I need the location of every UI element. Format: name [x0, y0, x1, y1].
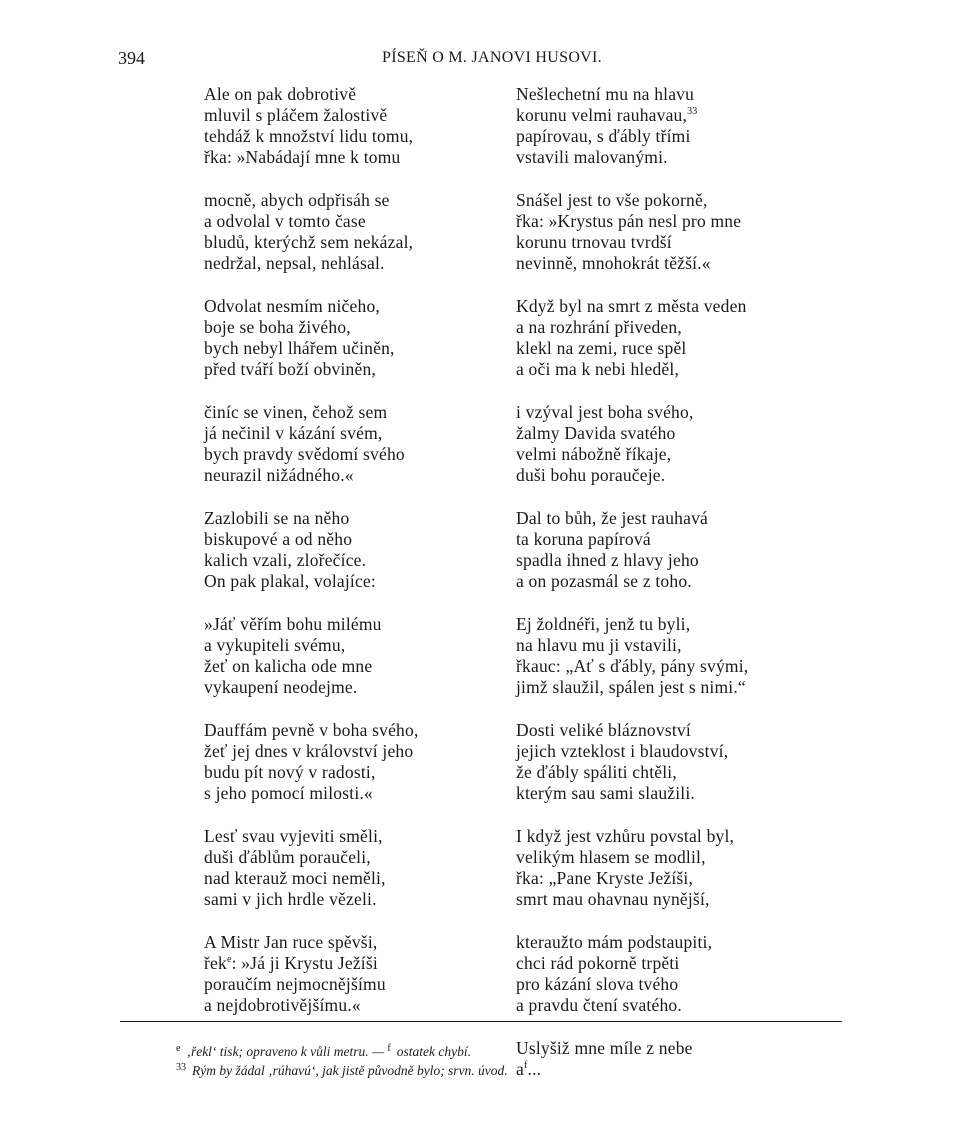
verse-line — [204, 317, 534, 338]
verse-line — [516, 338, 846, 359]
verse-line — [516, 211, 846, 232]
verse-line — [516, 953, 846, 974]
stanza — [516, 614, 846, 698]
verse-text: řka: »Krystus pán nesl pro mne — [516, 211, 742, 231]
verse-text: mocně, abych odpřisáh se — [204, 190, 390, 210]
verse-text: budu pít nový v radosti, — [204, 762, 376, 782]
stanza — [516, 932, 846, 1016]
verse-text: a — [516, 1059, 524, 1079]
footnote-ref: f — [523, 1060, 528, 1072]
verse-line — [516, 635, 846, 656]
stanza — [516, 1038, 846, 1080]
verse-text: že ďábly spáliti chtěli, — [516, 762, 677, 782]
verse-line — [204, 847, 534, 868]
verse-line — [204, 635, 534, 656]
verse-text: na hlavu mu ji vstavili, — [516, 635, 682, 655]
verse-line — [516, 550, 846, 571]
stanza — [516, 720, 846, 804]
verse-text: a na rozhrání přiveden, — [516, 317, 682, 337]
verse-line — [516, 762, 846, 783]
verse-text: »Jáť věřím bohu milému — [204, 614, 382, 634]
verse-text: Odvolat nesmím ničeho, — [204, 296, 380, 316]
verse-line — [516, 889, 846, 910]
verse-line — [516, 529, 846, 550]
verse-line — [516, 253, 846, 274]
verse-text: smrt mau ohavnau nynější, — [516, 889, 710, 909]
verse-line — [516, 741, 846, 762]
verse-line — [204, 359, 534, 380]
verse-text: korunu trnovau tvrdší — [516, 232, 672, 252]
verse-line — [204, 147, 534, 168]
verse-line — [516, 974, 846, 995]
verse-text: řka: »Nabádají mne k tomu — [204, 147, 401, 167]
footnote-e — [176, 1042, 508, 1061]
verse-line — [516, 444, 846, 465]
verse-text: a vykupiteli svému, — [204, 635, 346, 655]
verse-line — [516, 614, 846, 635]
footnote-divider — [120, 1021, 842, 1022]
verse-line — [204, 529, 534, 550]
verse-line — [516, 847, 846, 868]
stanza — [516, 190, 846, 274]
footnotes — [176, 1042, 508, 1080]
verse-text: kalich vzali, zlořečíce. — [204, 550, 367, 570]
verse-text: chci rád pokorně trpěti — [516, 953, 680, 973]
verse-text: Když byl na smrt z města veden — [516, 296, 747, 316]
footnote-text: Rým by žádal ‚rúhavú‘, jak jistě původně bylo; srvn. úvod. — [192, 1063, 508, 1078]
verse-line — [516, 1038, 846, 1059]
verse-text: Ej žoldnéři, jenž tu byli, — [516, 614, 691, 634]
verse-text: činíc se vinen, čehož sem — [204, 402, 388, 422]
verse-text: Nešlechetní mu na hlavu — [516, 84, 695, 104]
verse-text: já nečinil v kázání svém, — [204, 423, 383, 443]
verse-line — [204, 932, 534, 953]
verse-line — [516, 932, 846, 953]
verse-text: kteraužto mám podstaupiti, — [516, 932, 713, 952]
verse-text: biskupové a od něho — [204, 529, 353, 549]
verse-line — [204, 423, 534, 444]
verse-text: Ale on pak dobrotivě — [204, 84, 357, 104]
verse-line — [516, 317, 846, 338]
verse-text: a on pozasmál se z toho. — [516, 571, 692, 591]
verse-text: ... — [527, 1059, 542, 1079]
verse-line — [204, 720, 534, 741]
verse-line — [204, 826, 534, 847]
verse-text: i vzýval jest boha svého, — [516, 402, 694, 422]
verse-text: žeť jej dnes v království jeho — [204, 741, 414, 761]
verse-line — [516, 656, 846, 677]
footnote-ref: 33 — [687, 106, 698, 118]
verse-line — [516, 84, 846, 105]
verse-line — [516, 995, 846, 1016]
verse-text: A Mistr Jan ruce spěvši, — [204, 932, 378, 952]
verse-text: : »Já ji Krystu Ježíši — [231, 953, 378, 973]
verse-line — [516, 571, 846, 592]
verse-text: velmi nábožně říkaje, — [516, 444, 672, 464]
verse-line — [204, 953, 534, 974]
footnote-33 — [176, 1061, 508, 1080]
verse-line — [204, 253, 534, 274]
verse-text: řkauc: „Ať s ďábly, pány svými, — [516, 656, 749, 676]
verse-text: vstavili malovanými. — [516, 147, 668, 167]
verse-text: a oči ma k nebi hleděl, — [516, 359, 680, 379]
verse-text: bludů, kterýchž sem nekázal, — [204, 232, 414, 252]
verse-line — [204, 444, 534, 465]
verse-text: nevinně, mnohokrát těžší.« — [516, 253, 711, 273]
footnote-text: ‚řekl‘ tisk; opraveno k vůli metru. — — [186, 1044, 388, 1059]
verse-text: jejich vzteklost i blaudovství, — [516, 741, 729, 761]
stanza — [204, 296, 534, 380]
verse-text: papírovau, s ďábly třími — [516, 126, 691, 146]
stanza — [204, 508, 534, 592]
verse-text: žalmy Davida svatého — [516, 423, 676, 443]
verse-text: a odvolal v tomto čase — [204, 211, 366, 231]
verse-text: nedržal, nepsal, nehlásal. — [204, 253, 385, 273]
verse-line — [204, 338, 534, 359]
verse-text: před tváří boží obviněn, — [204, 359, 376, 379]
verse-line — [204, 211, 534, 232]
stanza — [516, 826, 846, 910]
verse-text: neurazil nižádného.« — [204, 465, 354, 485]
verse-text: mluvil s pláčem žalostivě — [204, 105, 388, 125]
page-number: 394 — [118, 48, 145, 68]
footnote-mark: f — [387, 1042, 391, 1054]
verse-text: pro kázání slova tvého — [516, 974, 679, 994]
verse-line — [516, 359, 846, 380]
verse-text: Dal to bůh, že jest rauhavá — [516, 508, 708, 528]
verse-line — [516, 190, 846, 211]
verse-line — [204, 614, 534, 635]
verse-text: klekl na zemi, ruce spěl — [516, 338, 687, 358]
verse-text: On pak plakal, volajíce: — [204, 571, 376, 591]
verse-line — [204, 677, 534, 698]
stanza — [204, 826, 534, 910]
stanza — [204, 720, 534, 804]
verse-line — [204, 995, 534, 1016]
verse-line — [516, 296, 846, 317]
verse-line — [516, 1059, 846, 1080]
verse-text: vykaupení neodejme. — [204, 677, 358, 697]
verse-line — [204, 741, 534, 762]
verse-line — [516, 402, 846, 423]
verse-text: Lesť svau vyjeviti směli, — [204, 826, 383, 846]
verse-text: korunu velmi rauhavau, — [516, 105, 688, 125]
verse-line — [516, 826, 846, 847]
footnote-ref: e — [226, 954, 232, 966]
verse-text: velikým hlasem se modlil, — [516, 847, 706, 867]
verse-text: duši bohu poraučeje. — [516, 465, 666, 485]
verse-text: jimž slaužil, spálen jest s nimi.“ — [516, 677, 746, 697]
footnote-mark: e — [176, 1042, 181, 1054]
stanza — [204, 190, 534, 274]
verse-line — [204, 868, 534, 889]
verse-line — [516, 720, 846, 741]
verse-text: s jeho pomocí milosti.« — [204, 783, 373, 803]
verse-text: boje se boha živého, — [204, 317, 351, 337]
verse-text: bych nebyl lhářem učiněn, — [204, 338, 395, 358]
verse-text: duši ďáblům poraučeli, — [204, 847, 371, 867]
verse-text: Zazlobili se na něho — [204, 508, 350, 528]
verse-line — [204, 508, 534, 529]
verse-text: Snášel jest to vše pokorně, — [516, 190, 708, 210]
verse-line — [516, 423, 846, 444]
verse-line — [516, 232, 846, 253]
left-column — [204, 84, 534, 1038]
verse-line — [204, 656, 534, 677]
stanza — [516, 296, 846, 380]
verse-text: a nejdobrotivějšímu.« — [204, 995, 361, 1015]
verse-text: řek — [204, 953, 227, 973]
verse-line — [204, 889, 534, 910]
stanza — [516, 402, 846, 486]
verse-text: sami v jich hrdle vězeli. — [204, 889, 377, 909]
running-title: PÍSEŇ O M. JANOVI HUSOVI. — [382, 49, 602, 66]
verse-line — [204, 783, 534, 804]
stanza — [204, 932, 534, 1016]
stanza — [516, 508, 846, 592]
stanza — [204, 402, 534, 486]
verse-line — [516, 147, 846, 168]
right-column — [516, 84, 846, 1102]
verse-line — [516, 508, 846, 529]
verse-text: kterým sau sami slaužili. — [516, 783, 695, 803]
footnote-text: ostatek chybí. — [396, 1044, 471, 1059]
verse-line — [516, 465, 846, 486]
verse-text: bych pravdy svědomí svého — [204, 444, 405, 464]
verse-text: nad kterauž moci neměli, — [204, 868, 386, 888]
verse-line — [204, 232, 534, 253]
verse-line — [204, 402, 534, 423]
verse-line — [204, 190, 534, 211]
verse-text: žeť on kalicha ode mne — [204, 656, 373, 676]
footnote-mark: 33 — [176, 1061, 186, 1073]
verse-text: Dauffám pevně v boha svého, — [204, 720, 419, 740]
verse-text: poraučím nejmocnějšímu — [204, 974, 386, 994]
verse-line — [204, 465, 534, 486]
verse-line — [516, 677, 846, 698]
verse-line — [204, 974, 534, 995]
verse-line — [516, 105, 846, 126]
verse-line — [204, 105, 534, 126]
verse-text: řka: „Pane Kryste Ježíši, — [516, 868, 694, 888]
verse-line — [204, 126, 534, 147]
verse-text: I když jest vzhůru povstal byl, — [516, 826, 735, 846]
verse-line — [516, 783, 846, 804]
verse-text: spadla ihned z hlavy jeho — [516, 550, 699, 570]
verse-line — [516, 868, 846, 889]
verse-text: ta koruna papírová — [516, 529, 651, 549]
verse-text: Uslyšiž mne míle z nebe — [516, 1038, 693, 1058]
verse-line — [204, 550, 534, 571]
verse-line — [204, 571, 534, 592]
verse-text: a pravdu čtení svatého. — [516, 995, 682, 1015]
stanza — [516, 84, 846, 168]
verse-line — [516, 126, 846, 147]
stanza — [204, 84, 534, 168]
verse-line — [204, 762, 534, 783]
verse-text: Dosti veliké bláznovství — [516, 720, 691, 740]
verse-line — [204, 84, 534, 105]
verse-line — [204, 296, 534, 317]
verse-text: tehdáž k množství lidu tomu, — [204, 126, 414, 146]
stanza — [204, 614, 534, 698]
